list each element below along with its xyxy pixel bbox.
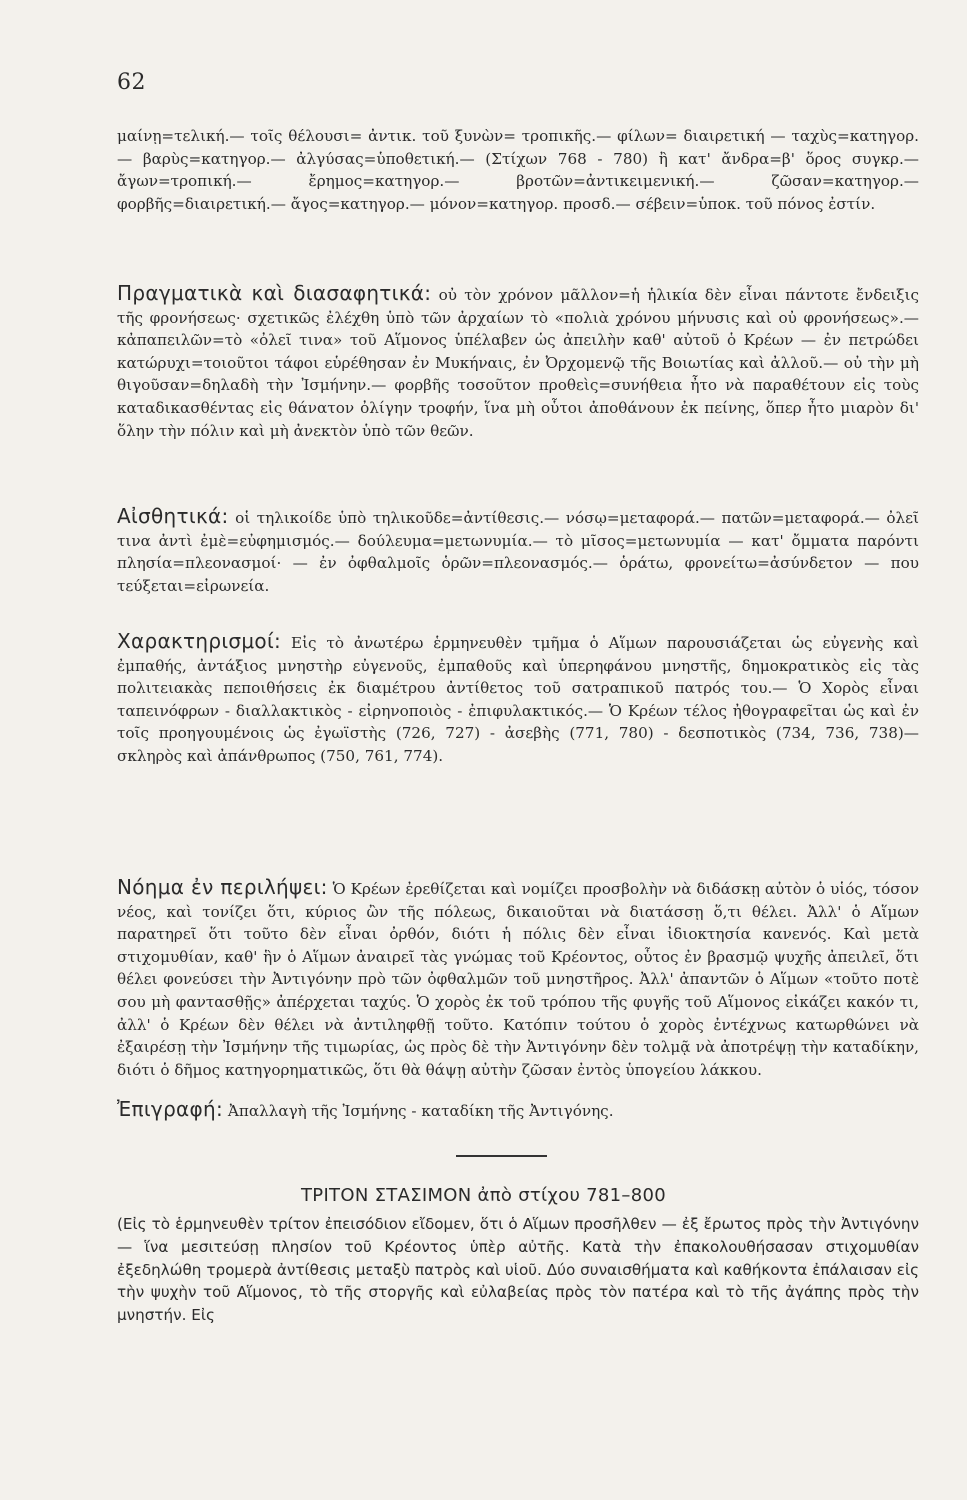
epigrafi-text: Ἀπαλλαγὴ τῆς Ἰσμήνης - καταδίκη τῆς Ἀντιγόνης. — [223, 1102, 614, 1120]
page-number: 62 — [117, 70, 146, 95]
aisthetika-text: οἱ τηλικοίδε ὑπὸ τηλικοῦδε=ἀντίθεσις.— νόσῳ=μεταφορά.— πατῶν=μεταφορά.— ὀλεῖ τινα ἀντὶ ἐμὲ=εὐφημισμός.— δούλευμα=μετωνυμία.— τὸ μῖσος=μετωνυμία — κατ' ὄμματα παρόντι πλησία=πλεονασμοί· — ἐν ὀφθαλμοῖς ὁρῶν=πλεονασμός.— ὁράτω, φρονείτω=ἀσύνδετον — που τεύξεται=εἰρωνεία. — [117, 509, 919, 595]
section-title: ΤΡΙΤΟΝ ΣΤΑΣΙΜΟΝ ἀπὸ στίχου 781–800 — [301, 1185, 666, 1206]
epigrafi-paragraph — [117, 1098, 919, 1123]
charakterismoi-text: Εἰς τὸ ἀνωτέρω ἑρμηνευθὲν τμῆμα ὁ Αἵμων παρουσιάζεται ὡς εὐγενὴς καὶ ἐμπαθής, ἀντάξιος μνηστὴρ εὐγενοῦς, ἐμπαθοῦς καὶ ὑπερηφάνου μνηστῆς, δημοκρατικὸς εἰς τὰς πολιτειακὰς πεποιθήσεις ἐκ διαμέτρου ἀντίθετος τοῦ σατραπικοῦ πατρός του.— Ὁ Χορὸς εἶναι ταπεινόφρων - διαλλακτικὸς - εἰρηνοποιὸς - ἐπιφυλακτικός.— Ὁ Κρέων τέλος ἠθογραφεῖται ὡς καὶ ἐν τοῖς προηγουμένοις ὡς ἐγωϊστὴς (726, 727) - ἀσεβὴς (771, 780) - δεσποτικὸς (734, 736, 738)— σκληρὸς καὶ ἀπάνθρωπος (750, 761, 774). — [117, 634, 919, 765]
charakterismoi-heading: Χαρακτηρισμοί: — [117, 629, 282, 653]
pragmatika-text: οὐ τὸν χρόνον μᾶλλον=ἡ ἡλικία δὲν εἶναι πάντοτε ἔνδειξις τῆς φρονήσεως· σχετικῶς ἐλέχθη ὑπὸ τῶν ἀρχαίων τὸ «πολιὰ χρόνου μήνυσις καὶ οὐ φρονήσεως».— κἀπαπειλῶν=τὸ «ὀλεῖ τινα» τοῦ Αἵμονος ὑπέλαβεν ὡς ἀπειλὴν καθ' αὐτοῦ ὁ Κρέων — ἐν πετρώδει κατώρυχι=τοιοῦτοι τάφοι εὑρέθησαν ἐν Μυκήναις, ἐν Ὀρχομενῷ τῆς Βοιωτίας καὶ ἀλλοῦ.— οὐ τὴν μὴ θιγοῦσαν=δηλαδὴ τὴν Ἰσμήνην.— φορβῆς τοσοῦτον προθεὶς=συνήθεια ἦτο νὰ παραθέτουν εἰς τοὺς καταδικασθέντας εἰς θάνατον ὀλίγην τροφήν, ἵνα μὴ οὗτοι ἀποθάνουν ἐκ πείνης, ὅπερ ἦτο μιαρὸν δι' ὅλην τὴν πόλιν καὶ μὴ ἀνεκτὸν ὑπὸ τῶν θεῶν. — [117, 286, 919, 440]
aisthetika-paragraph — [117, 505, 919, 597]
triton-paragraph: (Εἰς τὸ ἑρμηνευθὲν τρίτον ἐπεισόδιον εἴδομεν, ὅτι ὁ Αἵμων προσῆλθεν — ἐξ ἔρωτος πρὸς τὴν Ἀντιγόνην — ἵνα μεσιτεύσῃ πλησίον τοῦ Κρέοντος ὑπὲρ αὐτῆς. Κατὰ τὴν ἐπακολουθήσασαν στιχομυθίαν ἐξεδηλώθη τρομερὰ ἀντίθεσις μεταξὺ πατρὸς καὶ υἱοῦ. Δύο συναισθήματα καὶ καθήκοντα ἐπάλαισαν εἰς τὴν ψυχὴν τοῦ Αἵμονος, τὸ τῆς στοργῆς καὶ εὐλαβείας πρὸς τὸν πατέρα καὶ τὸ τῆς ἀγάπης πρὸς τὴν μνηστήν. Εἰς — [117, 1215, 919, 1325]
noema-text: Ὁ Κρέων ἐρεθίζεται καὶ νομίζει προσβολὴν νὰ διδάσκῃ αὐτὸν ὁ υἱός, τόσον νέος, καὶ τονίζει ὅτι, κύριος ὢν τῆς πόλεως, δικαιοῦται νὰ διατάσσῃ ὅ,τι θέλει. Ἀλλ' ὁ Αἵμων παρατηρεῖ ὅτι τοῦτο δὲν εἶναι ὀρθόν, διότι ἡ πόλις δὲν εἶναι ἰδιοκτησία κανενός. Καὶ μετὰ στιχομυθίαν, καθ' ἣν ὁ Αἵμων ἀναιρεῖ τὰς γνώμας τοῦ Κρέοντος, οὗτος ἐν βρασμῷ ψυχῆς ἀπειλεῖ, ὅτι θέλει φονεύσει τὴν Ἀντιγόνην πρὸ τῶν ὀφθαλμῶν τοῦ μνηστῆρος. Ἀλλ' ἀπαντῶν ὁ Αἵμων «τοῦτο ποτὲ σου μὴ φαντασθῇς» ἀπέρχεται ταχύς. Ὁ χορὸς ἐκ τοῦ τρόπου τῆς φυγῆς τοῦ Αἵμονος εἰκάζει κακόν τι, ἀλλ' ὁ Κρέων δὲν θέλει νὰ ἀντιληφθῇ τοῦτο. Κατόπιν τούτου ὁ χορὸς ἐντέχνως κατωρθώνει νὰ ἐξαιρέσῃ τὴν Ἰσμήνην τῆς τιμωρίας, ὡς πρὸς δὲ τὴν Ἀντιγόνην δὲν τολμᾷ νὰ ἀποτρέψῃ τὴν καταδίκην, διότι ὁ δῆμος κατηγορηματικῶς, ὅτι θὰ θάψῃ αὐτὴν ζῶσαν ἐντὸς ὑπογείου λάκκου. — [117, 880, 919, 1079]
section-divider — [456, 1155, 547, 1157]
pragmatika-paragraph — [117, 282, 919, 442]
noema-heading: Νόημα ἐν περιλήψει: — [117, 875, 328, 899]
glossary-paragraph: μαίνῃ=τελική.— τοῖς θέλουσι= ἀντικ. τοῦ ξυνὼν= τροπικῆς.— φίλων= διαιρετική — ταχὺς=κατηγορ.— βαρὺς=κατηγορ.— ἀλγύσας=ὑποθετική.— (Στίχων 768 - 780) ἢ κατ' ἄνδρα=β' ὅρος συγκρ.— ἄγων=τροπική.— ἔρημος=κατηγορ.— βροτῶν=ἀντικειμενική.— ζῶσαν=κατηγορ.— φορβῆς=διαιρετική.— ἄγος=κατηγορ.— μόνον=κατηγορ. προσδ.— σέβειν=ὑποκ. τοῦ πόνος ἐστίν. — [117, 127, 919, 213]
epigrafi-heading: Ἐπιγραφή: — [117, 1097, 224, 1121]
noema-paragraph — [117, 876, 919, 1081]
pragmatika-heading: Πραγματικὰ καὶ διασαφητικά: — [117, 281, 432, 305]
aisthetika-heading: Αἰσθητικά: — [117, 504, 229, 528]
charakterismoi-paragraph — [117, 630, 919, 768]
